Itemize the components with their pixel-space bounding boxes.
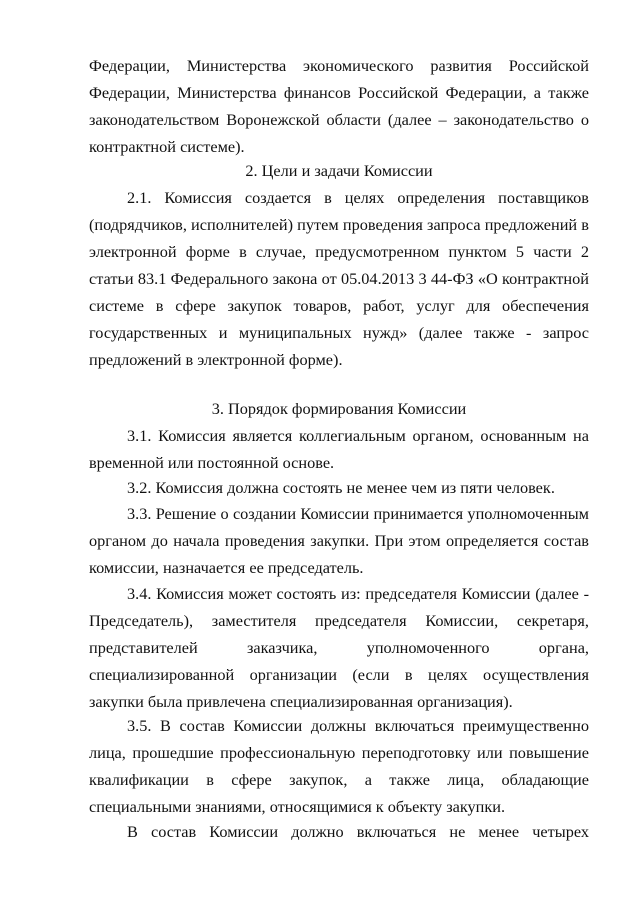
paragraph-3-4: 3.4. Комиссия может состоять из: председателя Комиссии (далее - Председатель), заместителя председателя Комиссии, секретаря, представителей заказчика, уполномоченного органа, специализированной организации (если в целях осуществления закупки была привлечена специализированная организация).	[89, 584, 589, 711]
paragraph-3-3: 3.3. Решение о создании Комиссии принимается уполномоченным органом до начала проведения закупки. При этом определяется состав комиссии, назначается ее председатель.	[89, 504, 589, 577]
paragraph-3-5-continuation: В состав Комиссии должно включаться не менее четырех	[127, 822, 589, 841]
intro-paragraph: Федерации, Министерства экономического развития Российской Федерации, Министерства финансов Российской Федерации, а также законодательством Воронежской области (далее – законодательство о контрактной системе).	[89, 56, 589, 156]
paragraph-3-1: 3.1. Комиссия является коллегиальным органом, основанным на временной или постоянной основе.	[89, 426, 589, 472]
paragraph-3-5: 3.5. В состав Комиссии должны включаться преимущественно лица, прошедшие профессиональную переподготовку или повышение квалификации в сфере закупок, а также лица, обладающие специальными знаниями, относящимися к объекту закупки.	[89, 716, 589, 816]
paragraph-2-1: 2.1. Комиссия создается в целях определения поставщиков (подрядчиков, исполнителей) путем проведения запроса предложений в электронной форме в случае, предусмотренном пунктом 5 части 2 статьи 83.1 Федерального закона от 05.04.2013 3 44-ФЗ «О контрактной системе в сфере закупок товаров, работ, услуг для обеспечения государственных и муниципальных нужд» (далее также - запрос предложений в электронной форме).	[89, 188, 589, 369]
paragraph-3-2: 3.2. Комиссия должна состоять не менее чем из пяти человек.	[127, 478, 555, 497]
section-3-heading: 3. Порядок формирования Комиссии	[211, 399, 467, 418]
section-2-heading: 2. Цели и задачи Комиссии	[245, 161, 433, 180]
